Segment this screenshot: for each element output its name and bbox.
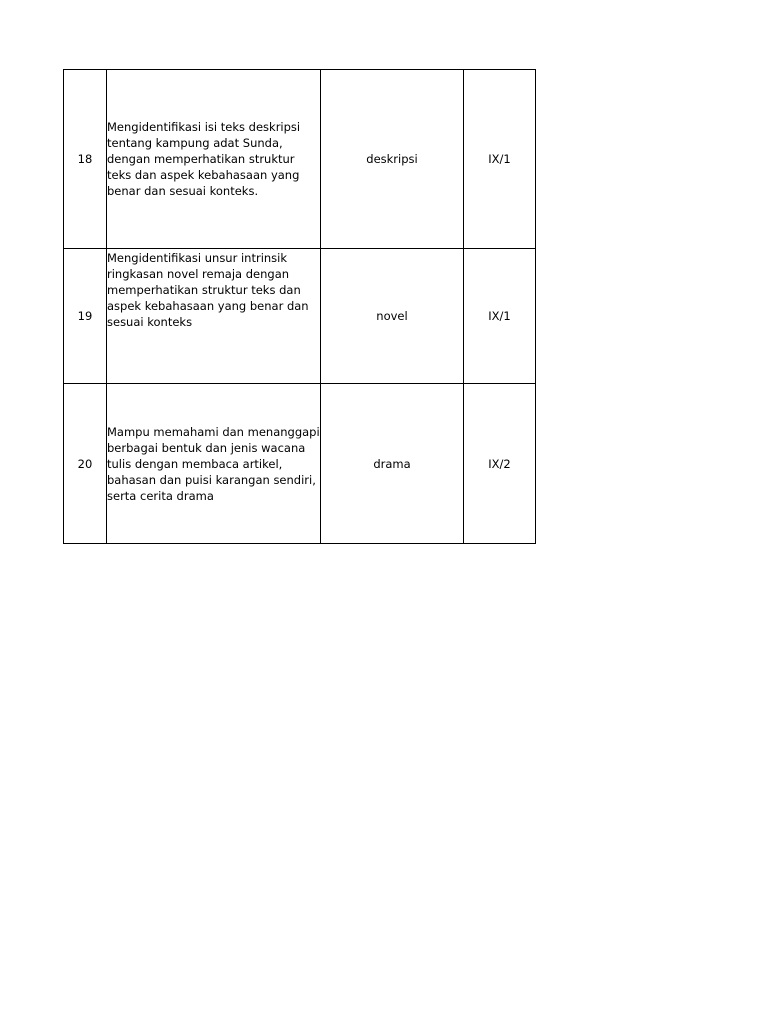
- table-row: [64, 384, 536, 544]
- class-cell: IX/1: [464, 70, 536, 249]
- class-cell: IX/2: [464, 384, 536, 544]
- row-number-cell: 18: [64, 70, 107, 249]
- competency-table: [63, 69, 536, 544]
- description-cell: [107, 249, 321, 384]
- table-row: [64, 70, 536, 249]
- material-cell: novel: [321, 249, 464, 384]
- material-cell: deskripsi: [321, 70, 464, 249]
- description-text: Mengidentifikasi unsur intrinsik ringkasan novel remaja dengan memperhatikan struktur teks dan aspek kebahasaan yang benar dan sesuai konteks: [107, 251, 309, 329]
- description-text: Mengidentifikasi isi teks deskripsi tentang kampung adat Sunda, dengan memperhatikan struktur teks dan aspek kebahasaan yang benar dan sesuai konteks.: [107, 120, 301, 198]
- description-cell: [107, 384, 321, 544]
- description-text: Mampu memahami dan menanggapi berbagai bentuk dan jenis wacana tulis dengan membaca artikel, bahasan dan puisi karangan sendiri, serta cerita drama: [107, 424, 320, 503]
- class-cell: IX/1: [464, 249, 536, 384]
- material-cell: drama: [321, 384, 464, 544]
- row-number-cell: 20: [64, 384, 107, 544]
- description-cell: [107, 70, 321, 249]
- row-number-cell: 19: [64, 249, 107, 384]
- table-row: [64, 249, 536, 384]
